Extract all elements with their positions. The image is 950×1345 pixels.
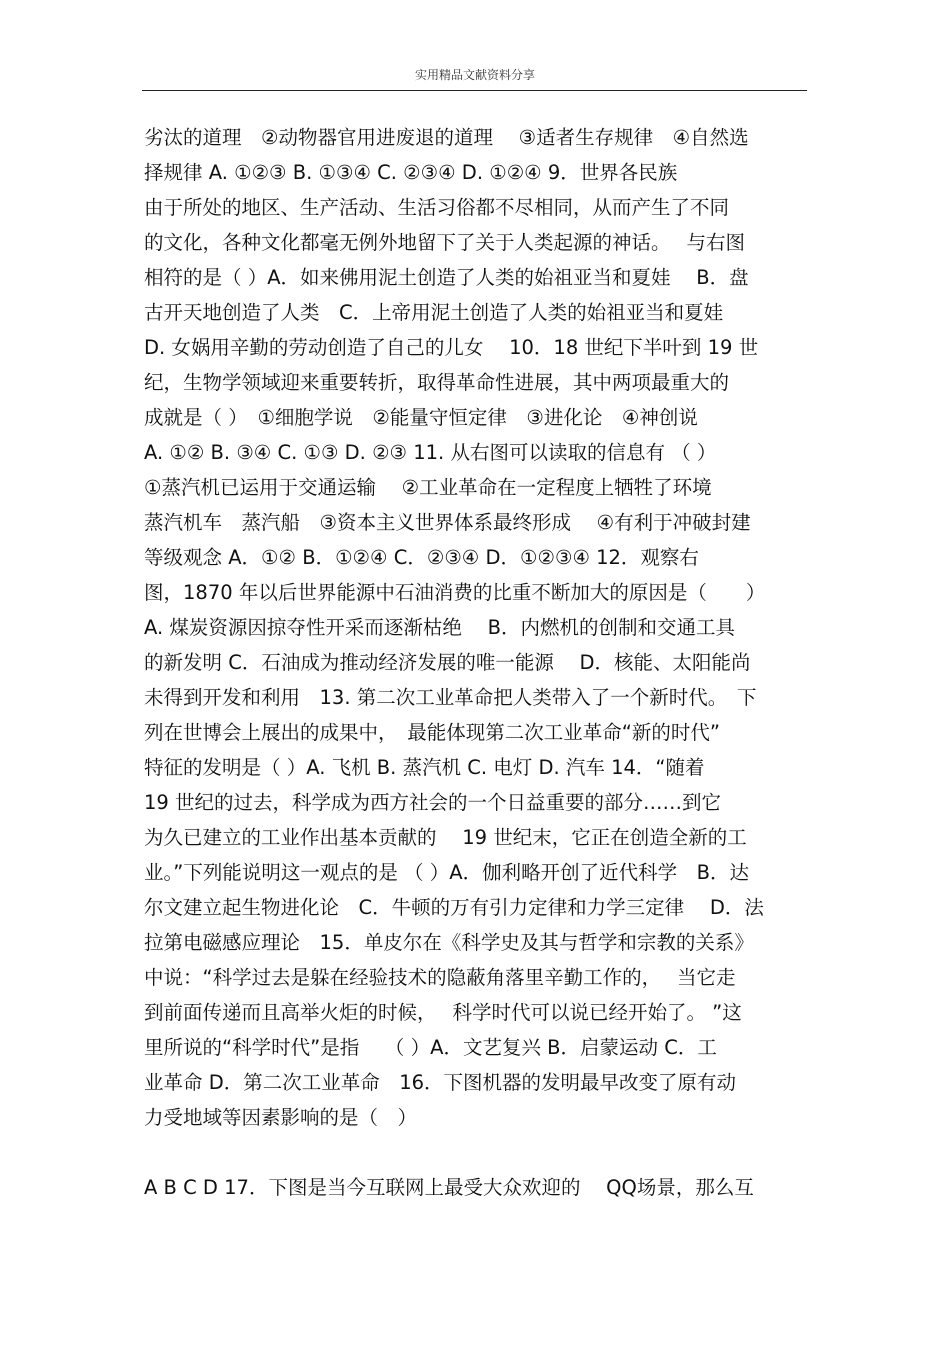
header-divider — [142, 90, 807, 91]
text-line: 拉第电磁感应理论 15．单皮尔在《科学史及其与哲学和宗教的关系》 — [144, 931, 754, 954]
text-line: 里所说的“科学时代”是指 （ ）A．文艺复兴 B．启蒙运动 C．工 — [144, 1036, 717, 1059]
text-line: D. 女娲用辛勤的劳动创造了自己的儿女 10．18 世纪下半叶到 19 世 — [144, 336, 759, 359]
blank-line — [144, 1135, 814, 1170]
text-line: 业。”下列能说明这一观点的是 （ ）A．伽利略开创了近代科学 B．达 — [144, 861, 749, 884]
text-line: A. 煤炭资源因掠夺性开采而逐渐枯绝 B．内燃机的创制和交通工具 — [144, 616, 735, 639]
document-body — [144, 120, 814, 1205]
text-line: ①蒸汽机已运用于交通运输 ②工业革命在一定程度上牺牲了环境 — [144, 476, 712, 499]
text-line: A B C D 17．下图是当今互联网上最受大众欢迎的 QQ场景，那么互 — [144, 1176, 754, 1199]
text-line: 中说：“科学过去是躲在经验技术的隐蔽角落里辛勤工作的， 当它走 — [144, 966, 736, 989]
text-line: 力受地域等因素影响的是（ ） — [144, 1106, 418, 1129]
text-line: 的新发明 C．石油成为推动经济发展的唯一能源 D．核能、太阳能尚 — [144, 651, 751, 674]
text-line: 为久已建立的工业作出基本贡献的 19 世纪末，它正在创造全新的工 — [144, 826, 747, 849]
text-line: 等级观念 A．①② B．①②④ C．②③④ D．①②③④ 12．观察右 — [144, 546, 699, 569]
text-line: 蒸汽机车 蒸汽船 ③资本主义世界体系最终形成 ④有利于冲破封建 — [144, 511, 751, 534]
text-line: 到前面传递而且高举火炬的时候， 科学时代可以说已经开始了。 ”这 — [144, 1001, 742, 1024]
text-line: 未得到开发和利用 13. 第二次工业革命把人类带入了一个新时代。 下 — [144, 686, 757, 709]
text-line: 纪，生物学领域迎来重要转折，取得革命性进展，其中两项最重大的 — [144, 371, 730, 394]
text-line: 特征的发明是（ ）A. 飞机 B. 蒸汽机 C. 电灯 D. 汽车 14．“随着 — [144, 756, 705, 779]
text-line: 古开天地创造了人类 C．上帝用泥土创造了人类的始祖亚当和夏娃 — [144, 301, 724, 324]
text-line: 尔文建立起生物进化论 C．牛顿的万有引力定律和力学三定律 D．法 — [144, 896, 764, 919]
text-line: 的文化，各种文化都毫无例外地留下了关于人类起源的神话。 与右图 — [144, 231, 745, 254]
text-line: 相符的是（ ）A．如来佛用泥土创造了人类的始祖亚当和夏娃 B．盘 — [144, 266, 749, 289]
text-line: 劣汰的道理 ②动物器官用进废退的道理 ③适者生存规律 ④自然选 — [144, 126, 749, 149]
text-line: 业革命 D．第二次工业革命 16．下图机器的发明最早改变了原有动 — [144, 1071, 737, 1094]
text-line: 19 世纪的过去，科学成为西方社会的一个日益重要的部分……到它 — [144, 791, 722, 814]
text-line: 图，1870 年以后世界能源中石油消费的比重不断加大的原因是（ ） — [144, 581, 766, 604]
page-header: 实用精品文献资料分享 — [414, 68, 535, 82]
text-line: 择规律 A. ①②③ B. ①③④ C. ②③④ D. ①②④ 9．世界各民族 — [144, 161, 678, 184]
text-line: 由于所处的地区、生产活动、生活习俗都不尽相同，从而产生了不同 — [144, 196, 730, 219]
text-line: 列在世博会上展出的成果中， 最能体现第二次工业革命“新的时代” — [144, 721, 720, 744]
text-line: 成就是（ ） ①细胞学说 ②能量守恒定律 ③进化论 ④神创说 — [144, 406, 698, 429]
text-line: A. ①② B. ③④ C. ①③ D. ②③ 11. 从右图可以读取的信息有 （ ） — [144, 441, 717, 464]
